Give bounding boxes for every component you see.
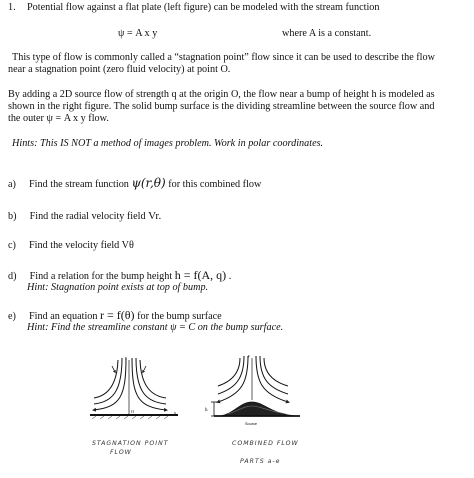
left-origin-label: O	[131, 409, 135, 414]
part-d-hint: Hint: Stagnation point exists at top of bump.	[27, 282, 209, 293]
part-b	[8, 210, 161, 223]
part-a	[8, 177, 261, 191]
problem-intro: Potential flow against a flat plate (left figure) can be modeled with the stream function	[27, 2, 380, 13]
problem-number: 1.	[8, 2, 16, 13]
part-a-label: a)	[8, 179, 16, 190]
part-d-text-post: .	[228, 271, 232, 282]
right-axis-y-label: y	[248, 353, 250, 358]
paragraph-1-line-2: near a stagnation point (zero fluid velocity) at point O.	[8, 64, 231, 75]
part-d-text: Find a relation for the bump height	[29, 271, 175, 282]
part-c-text: Find the velocity field	[29, 240, 122, 251]
part-a-math: ψ(r,θ)	[131, 176, 166, 190]
paragraph-2-line-2: shown in the right figure. The solid bump surface is the dividing streamline between the source flow and	[8, 101, 435, 112]
combined-flow-figure	[200, 352, 315, 432]
left-caption-line-2: FLOW	[110, 449, 132, 456]
part-c	[8, 240, 134, 252]
left-axis-x-label: x	[174, 410, 176, 415]
paragraph-2-line-1: By adding a 2D source flow of strength q at the origin O, the flow near a bump of height h is modeled as	[8, 89, 435, 100]
part-d	[8, 269, 231, 283]
part-b-text: Find the radial velocity field	[29, 211, 149, 222]
right-source-label: Source	[245, 422, 258, 426]
paragraph-2-line-3: the outer ψ = A x y flow.	[8, 113, 109, 124]
left-caption-line-1: STAGNATION POINT	[92, 440, 169, 447]
constant-note: where A is a constant.	[282, 28, 372, 39]
left-axis-y-label: y	[125, 355, 127, 360]
part-b-math: Vr.	[148, 210, 162, 222]
part-d-label: d)	[8, 271, 17, 282]
part-e-hint: Hint: Find the streamline constant ψ = C on the bump surface.	[27, 322, 284, 333]
right-caption-line-2: PARTS a-e	[240, 458, 281, 465]
right-caption-line-1: COMBINED FLOW	[232, 440, 299, 447]
right-height-label: h	[205, 408, 208, 413]
part-d-math: h = f(A, q)	[174, 268, 227, 282]
psi-equation: ψ = A x y	[118, 28, 158, 39]
part-e-text: Find an equation	[29, 311, 101, 322]
stagnation-flow-figure	[82, 352, 192, 424]
paragraph-1-line-1: This type of flow is commonly called a “stagnation point” flow since it can be used to describe the flow	[12, 52, 435, 63]
part-e-label: e)	[8, 311, 16, 322]
part-c-math: Vθ	[121, 240, 134, 251]
part-a-text-post: for this combined flow	[168, 179, 262, 190]
part-b-label: b)	[8, 211, 17, 222]
part-e-text-post: for the bump surface	[137, 311, 222, 322]
part-c-label: c)	[8, 240, 16, 251]
part-a-text: Find the stream function	[29, 179, 132, 190]
hints: Hints: This IS NOT a method of images problem. Work in polar coordinates.	[12, 138, 324, 149]
part-e	[8, 309, 222, 323]
part-e-math: r = f(θ)	[100, 308, 135, 322]
